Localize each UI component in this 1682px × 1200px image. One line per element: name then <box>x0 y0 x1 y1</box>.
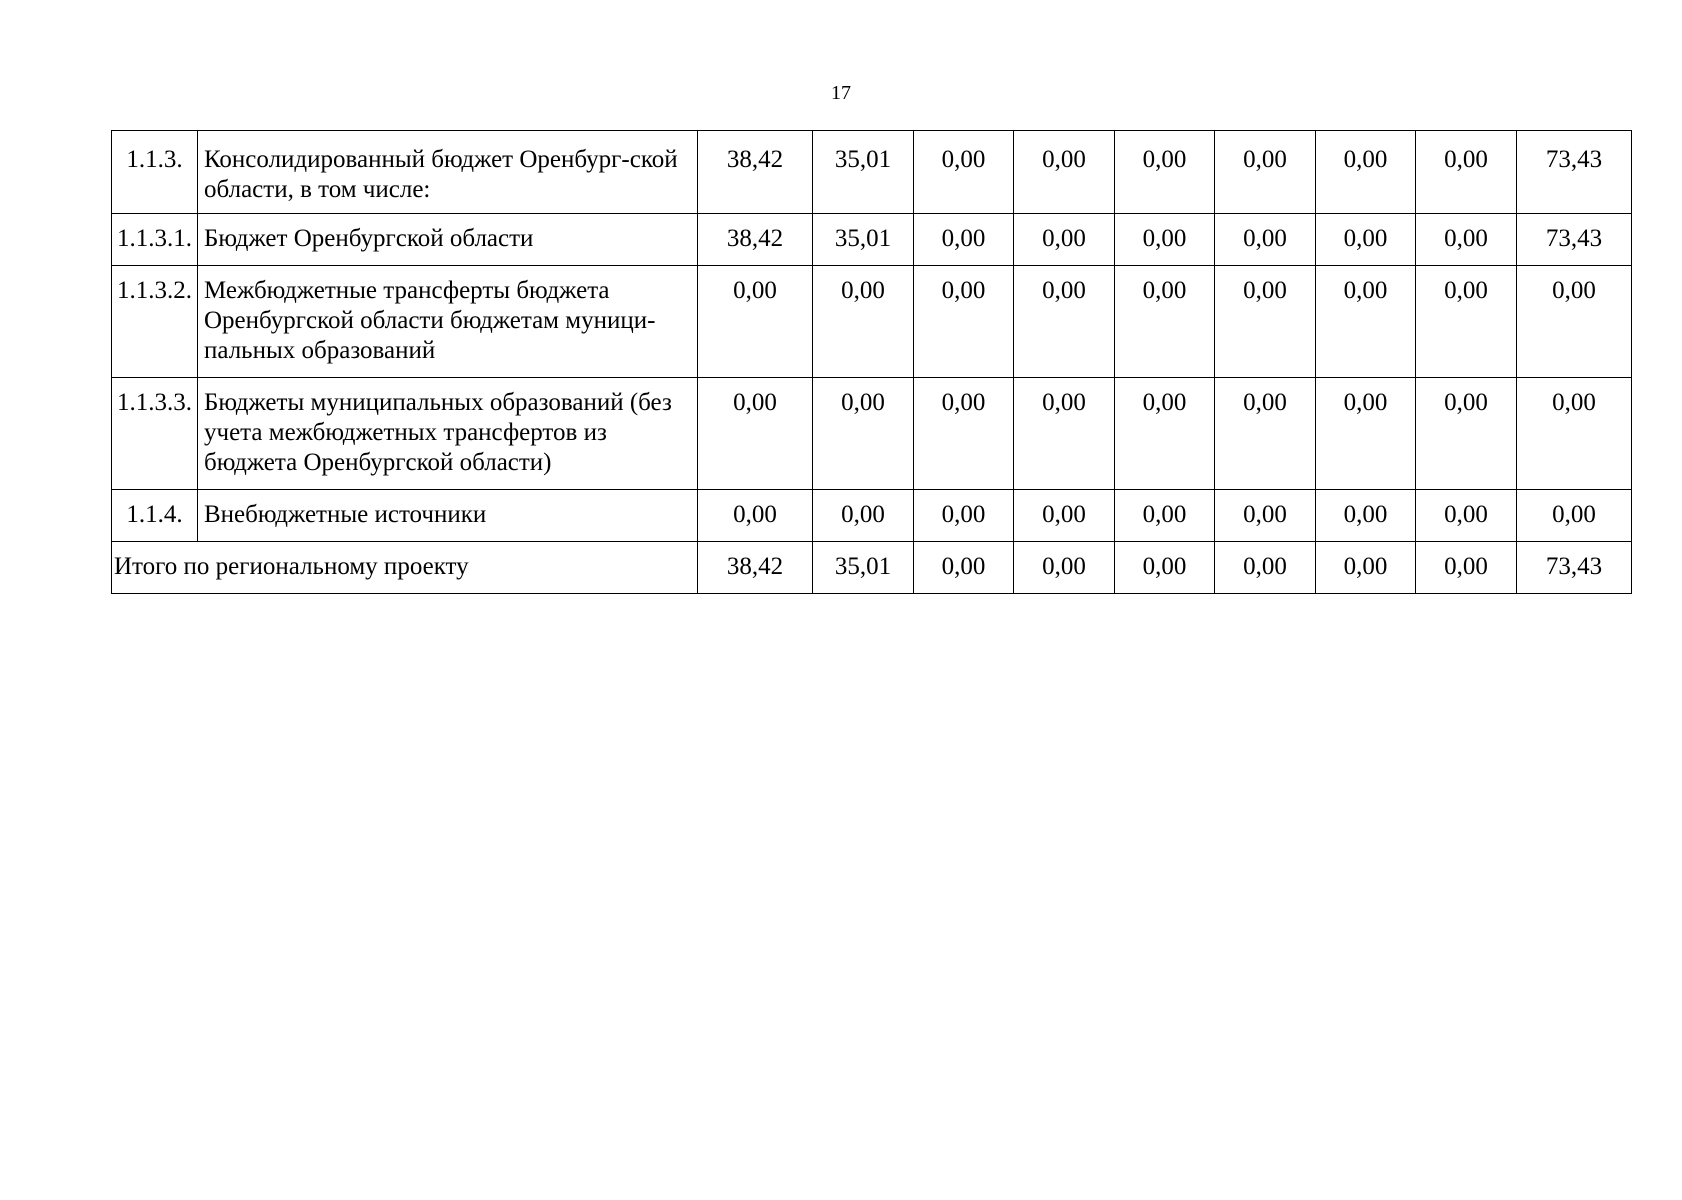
value-cell: 35,01 <box>813 214 914 266</box>
total-row <box>112 542 1632 594</box>
row-code: 1.1.3.2. <box>112 266 198 378</box>
value-cell: 38,42 <box>698 131 813 214</box>
total-value-cell: 0,00 <box>1014 542 1115 594</box>
table-row <box>112 490 1632 542</box>
value-cell: 0,00 <box>698 490 813 542</box>
value-cell: 0,00 <box>1215 131 1316 214</box>
table-row <box>112 131 1632 214</box>
value-cell: 0,00 <box>1316 214 1416 266</box>
value-cell: 0,00 <box>914 266 1014 378</box>
row-code: 1.1.4. <box>112 490 198 542</box>
value-cell: 0,00 <box>1416 490 1517 542</box>
value-cell: 0,00 <box>698 378 813 490</box>
value-cell: 0,00 <box>1014 131 1115 214</box>
value-cell: 0,00 <box>1215 490 1316 542</box>
row-name: Межбюджетные трансферты бюджета Оренбургской области бюджетам муници-пальных образований <box>198 266 698 378</box>
total-value-cell: 35,01 <box>813 542 914 594</box>
value-cell: 0,00 <box>813 266 914 378</box>
total-value-cell: 0,00 <box>914 542 1014 594</box>
value-cell: 0,00 <box>1416 131 1517 214</box>
value-cell: 38,42 <box>698 214 813 266</box>
value-cell: 0,00 <box>1115 214 1215 266</box>
value-cell: 0,00 <box>1316 378 1416 490</box>
value-cell: 73,43 <box>1517 214 1632 266</box>
row-name: Консолидированный бюджет Оренбург-ской области, в том числе: <box>198 131 698 214</box>
value-cell: 0,00 <box>1014 266 1115 378</box>
value-cell: 0,00 <box>1115 266 1215 378</box>
table-row <box>112 214 1632 266</box>
value-cell: 0,00 <box>1416 266 1517 378</box>
value-cell: 0,00 <box>1517 266 1632 378</box>
value-cell: 0,00 <box>1115 378 1215 490</box>
total-value-cell: 0,00 <box>1115 542 1215 594</box>
row-name: Бюджет Оренбургской области <box>198 214 698 266</box>
value-cell: 0,00 <box>1014 378 1115 490</box>
budget-table <box>111 130 1632 594</box>
value-cell: 73,43 <box>1517 131 1632 214</box>
value-cell: 0,00 <box>1416 214 1517 266</box>
value-cell: 0,00 <box>1316 266 1416 378</box>
value-cell: 0,00 <box>914 214 1014 266</box>
total-value-cell: 0,00 <box>1416 542 1517 594</box>
value-cell: 0,00 <box>914 378 1014 490</box>
total-value-cell: 73,43 <box>1517 542 1632 594</box>
row-name: Внебюджетные источники <box>198 490 698 542</box>
value-cell: 0,00 <box>1316 131 1416 214</box>
value-cell: 0,00 <box>698 266 813 378</box>
value-cell: 0,00 <box>1517 378 1632 490</box>
value-cell: 0,00 <box>813 378 914 490</box>
value-cell: 0,00 <box>1115 131 1215 214</box>
value-cell: 35,01 <box>813 131 914 214</box>
total-value-cell: 38,42 <box>698 542 813 594</box>
value-cell: 0,00 <box>914 490 1014 542</box>
row-code: 1.1.3.3. <box>112 378 198 490</box>
row-name: Бюджеты муниципальных образований (без учета межбюджетных трансфертов из бюджета Оренбургской области) <box>198 378 698 490</box>
value-cell: 0,00 <box>1215 378 1316 490</box>
page-number: 17 <box>831 82 851 104</box>
value-cell: 0,00 <box>1316 490 1416 542</box>
total-label: Итого по региональному проекту <box>112 542 698 594</box>
value-cell: 0,00 <box>813 490 914 542</box>
value-cell: 0,00 <box>1215 214 1316 266</box>
value-cell: 0,00 <box>1115 490 1215 542</box>
value-cell: 0,00 <box>1517 490 1632 542</box>
table-row <box>112 266 1632 378</box>
total-value-cell: 0,00 <box>1215 542 1316 594</box>
row-code: 1.1.3. <box>112 131 198 214</box>
value-cell: 0,00 <box>1215 266 1316 378</box>
value-cell: 0,00 <box>1416 378 1517 490</box>
total-value-cell: 0,00 <box>1316 542 1416 594</box>
row-code: 1.1.3.1. <box>112 214 198 266</box>
value-cell: 0,00 <box>1014 214 1115 266</box>
table-row <box>112 378 1632 490</box>
value-cell: 0,00 <box>914 131 1014 214</box>
value-cell: 0,00 <box>1014 490 1115 542</box>
